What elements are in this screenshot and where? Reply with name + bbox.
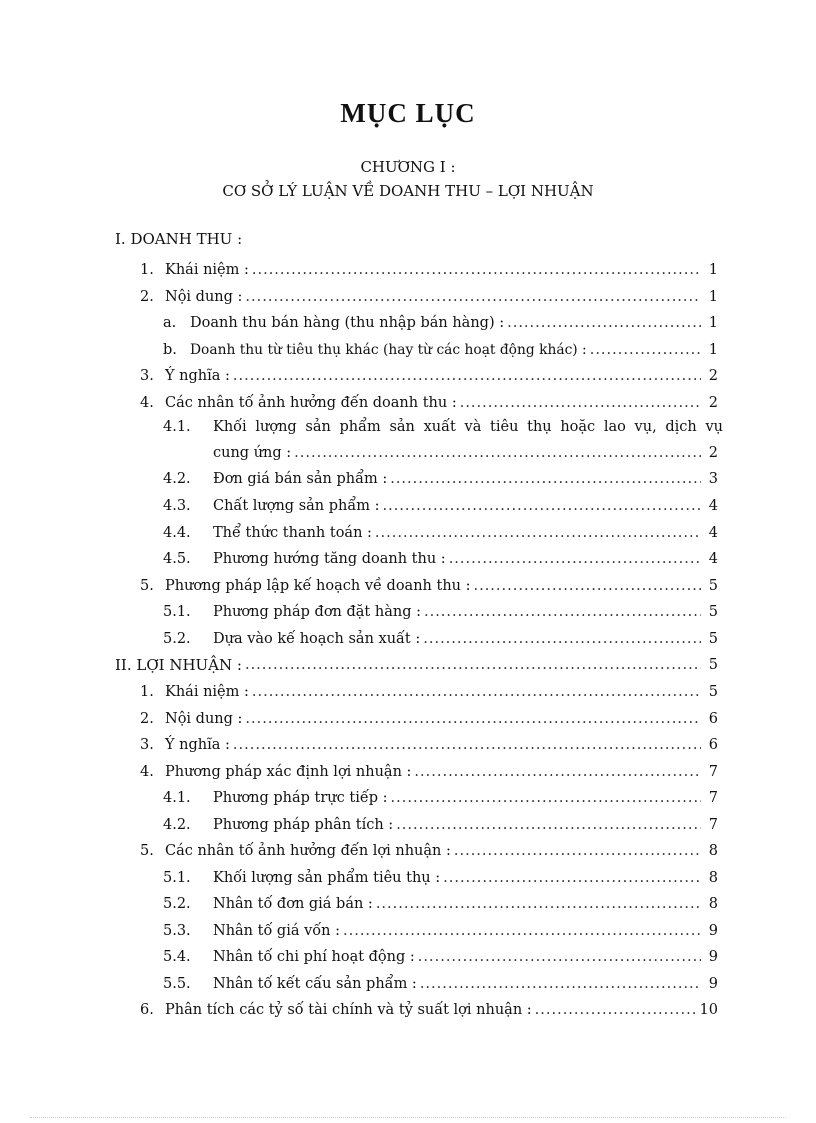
toc-text: Phương pháp phân tích : <box>213 817 394 833</box>
toc-entry[interactable] <box>140 390 718 412</box>
toc-leader <box>390 470 701 488</box>
toc-number: 3. <box>140 737 154 753</box>
toc-leader <box>382 497 701 515</box>
toc-text: Phương pháp lập kế hoạch về doanh thu : <box>165 578 471 594</box>
toc-entry[interactable] <box>140 706 718 728</box>
toc-leader <box>245 656 701 674</box>
toc-entry[interactable] <box>140 284 718 306</box>
toc-entry[interactable] <box>140 838 718 860</box>
section-heading-loi-nhuan: II. LỢI NHUẬN : <box>115 656 242 674</box>
toc-entry[interactable] <box>163 466 718 488</box>
toc-page: 9 <box>708 923 718 939</box>
toc-entry[interactable] <box>163 865 718 887</box>
toc-page: 2 <box>708 445 718 461</box>
toc-number: 2. <box>140 289 154 305</box>
toc-page: 1 <box>708 262 718 278</box>
toc-page: 2 <box>708 368 718 384</box>
toc-text: Nhân tố đơn giá bán : <box>213 896 373 912</box>
toc-leader <box>473 577 701 595</box>
chapter-title: CƠ SỞ LÝ LUẬN VỀ DOANH THU – LỢI NHUẬN <box>222 182 594 200</box>
toc-number: 2. <box>140 711 154 727</box>
toc-number: 4.4. <box>163 525 191 541</box>
toc-text: Nhân tố giá vốn : <box>213 923 340 939</box>
toc-page: 6 <box>708 711 718 727</box>
toc-leader <box>252 261 701 279</box>
toc-entry[interactable] <box>140 363 718 385</box>
chapter-label: CHƯƠNG I : <box>360 158 456 176</box>
page-title: MỤC LỤC <box>340 98 476 128</box>
toc-text: Doanh thu từ tiêu thụ khác (hay từ các hoạt động khác) : <box>190 342 587 358</box>
toc-page: 7 <box>708 764 718 780</box>
toc-page: 2 <box>708 395 718 411</box>
toc-text: Ý nghĩa : <box>165 737 230 753</box>
toc-number: 5.2. <box>163 896 191 912</box>
toc-text: Chất lượng sản phẩm : <box>213 498 380 514</box>
toc-text: Doanh thu bán hàng (thu nhập bán hàng) : <box>190 315 505 331</box>
toc-page: 4 <box>708 551 718 567</box>
toc-leader <box>294 444 701 462</box>
toc-page: 4 <box>708 498 718 514</box>
toc-leader <box>443 869 701 887</box>
toc-page: 7 <box>708 817 718 833</box>
page-bottom-rule <box>30 1117 786 1118</box>
toc-page: 8 <box>708 896 718 912</box>
toc-entry[interactable] <box>163 337 718 359</box>
toc-entry-continuation[interactable] <box>213 440 718 462</box>
toc-number: 5.4. <box>163 949 191 965</box>
toc-text: Khái niệm : <box>165 684 249 700</box>
toc-leader <box>507 314 701 332</box>
toc-entry[interactable] <box>140 997 718 1019</box>
toc-leader <box>535 1001 697 1019</box>
toc-number: 4. <box>140 764 154 780</box>
toc-number: 4.3. <box>163 498 191 514</box>
toc-text: Khối lượng sản phẩm tiêu thụ : <box>213 870 441 886</box>
toc-number: 4.2. <box>163 471 191 487</box>
toc-number: 4.5. <box>163 551 191 567</box>
toc-leader <box>590 341 701 359</box>
toc-text: Khái niệm : <box>165 262 249 278</box>
toc-leader <box>233 736 701 754</box>
toc-leader <box>460 394 701 412</box>
toc-number: 5.3. <box>163 923 191 939</box>
toc-page: 9 <box>708 949 718 965</box>
toc-page: 3 <box>708 471 718 487</box>
toc-text: Phương pháp xác định lợi nhuận : <box>165 764 412 780</box>
toc-leader <box>424 603 701 621</box>
toc-text: Nhân tố chi phí hoạt động : <box>213 949 415 965</box>
toc-leader <box>252 683 701 701</box>
toc-entry[interactable] <box>140 759 718 781</box>
toc-text-continued: cung ứng : <box>213 445 292 461</box>
toc-text: Khối lượng sản phẩm sản xuất và tiêu thụ hoặc lao vụ, dịch vụ <box>213 419 723 435</box>
toc-text: Phân tích các tỷ số tài chính và tỷ suất lợi nhuận : <box>165 1002 532 1018</box>
toc-leader <box>396 816 701 834</box>
toc-page: 10 <box>699 1002 718 1018</box>
toc-text: Phương pháp trực tiếp : <box>213 790 388 806</box>
toc-leader <box>414 763 701 781</box>
toc-number: 4. <box>140 395 154 411</box>
toc-number: 5. <box>140 578 154 594</box>
toc-page: 5 <box>708 631 718 647</box>
toc-number: 5. <box>140 843 154 859</box>
toc-text: Nội dung : <box>165 289 243 305</box>
toc-entry[interactable] <box>163 971 718 993</box>
toc-entry[interactable] <box>163 944 718 966</box>
toc-leader <box>376 895 701 913</box>
toc-leader <box>423 630 701 648</box>
toc-text: Nội dung : <box>165 711 243 727</box>
toc-leader <box>245 710 701 728</box>
toc-number: 5.1. <box>163 604 191 620</box>
toc-leader <box>343 922 701 940</box>
toc-page: 5 <box>708 604 718 620</box>
section-heading-doanh-thu: I. DOANH THU : <box>115 230 243 248</box>
toc-number: 5.2. <box>163 631 191 647</box>
toc-entry[interactable] <box>140 257 718 279</box>
toc-number: 4.1. <box>163 790 191 806</box>
toc-leader <box>245 288 701 306</box>
toc-text: Các nhân tố ảnh hưởng đến doanh thu : <box>165 395 457 411</box>
toc-page: 4 <box>708 525 718 541</box>
toc-entry-wrapped[interactable] <box>163 416 723 438</box>
toc-page: 7 <box>708 790 718 806</box>
toc-entry[interactable] <box>163 546 718 568</box>
toc-text: Đơn giá bán sản phẩm : <box>213 471 388 487</box>
toc-page: 8 <box>708 843 718 859</box>
toc-page: 1 <box>708 315 718 331</box>
toc-leader <box>454 842 701 860</box>
toc-number: 1. <box>140 684 154 700</box>
toc-page: 9 <box>708 976 718 992</box>
toc-text: Dựa vào kế hoạch sản xuất : <box>213 631 421 647</box>
toc-number: 5.1. <box>163 870 191 886</box>
toc-page: 1 <box>708 289 718 305</box>
toc-page: 1 <box>708 342 718 358</box>
toc-text: Ý nghĩa : <box>165 368 230 384</box>
toc-entry[interactable] <box>163 812 718 834</box>
toc-entry[interactable] <box>163 310 718 332</box>
toc-leader <box>375 524 701 542</box>
toc-entry[interactable] <box>163 493 718 515</box>
toc-number: b. <box>163 342 177 358</box>
toc-page: 5 <box>708 684 718 700</box>
toc-entry[interactable] <box>140 573 718 595</box>
toc-leader <box>233 367 701 385</box>
toc-entry[interactable] <box>163 918 718 940</box>
toc-number: 4.2. <box>163 817 191 833</box>
toc-text: Thể thức thanh toán : <box>213 525 372 541</box>
toc-leader <box>449 550 701 568</box>
toc-number: 4.1. <box>163 419 191 435</box>
toc-text: Phương pháp đơn đặt hàng : <box>213 604 421 620</box>
toc-text: Nhân tố kết cấu sản phẩm : <box>213 976 417 992</box>
toc-page: 5 <box>708 657 718 673</box>
toc-section-heading[interactable] <box>115 652 718 674</box>
toc-entry[interactable] <box>163 520 718 542</box>
toc-entry[interactable] <box>140 679 718 701</box>
toc-number: 1. <box>140 262 154 278</box>
toc-text: Các nhân tố ảnh hưởng đến lợi nhuận : <box>165 843 451 859</box>
toc-number: 5.5. <box>163 976 191 992</box>
toc-entry[interactable] <box>140 732 718 754</box>
toc-entry[interactable] <box>163 785 718 807</box>
toc-page: 6 <box>708 737 718 753</box>
toc-leader <box>418 948 701 966</box>
toc-number: a. <box>163 315 177 331</box>
toc-text: Phương hướng tăng doanh thu : <box>213 551 446 567</box>
toc-page: 8 <box>708 870 718 886</box>
toc-leader <box>420 975 701 993</box>
toc-number: 6. <box>140 1002 154 1018</box>
toc-leader <box>391 789 701 807</box>
toc-entry[interactable] <box>163 891 718 913</box>
toc-page: 5 <box>708 578 718 594</box>
toc-entry[interactable] <box>163 599 718 621</box>
toc-number: 3. <box>140 368 154 384</box>
toc-entry[interactable] <box>163 626 718 648</box>
